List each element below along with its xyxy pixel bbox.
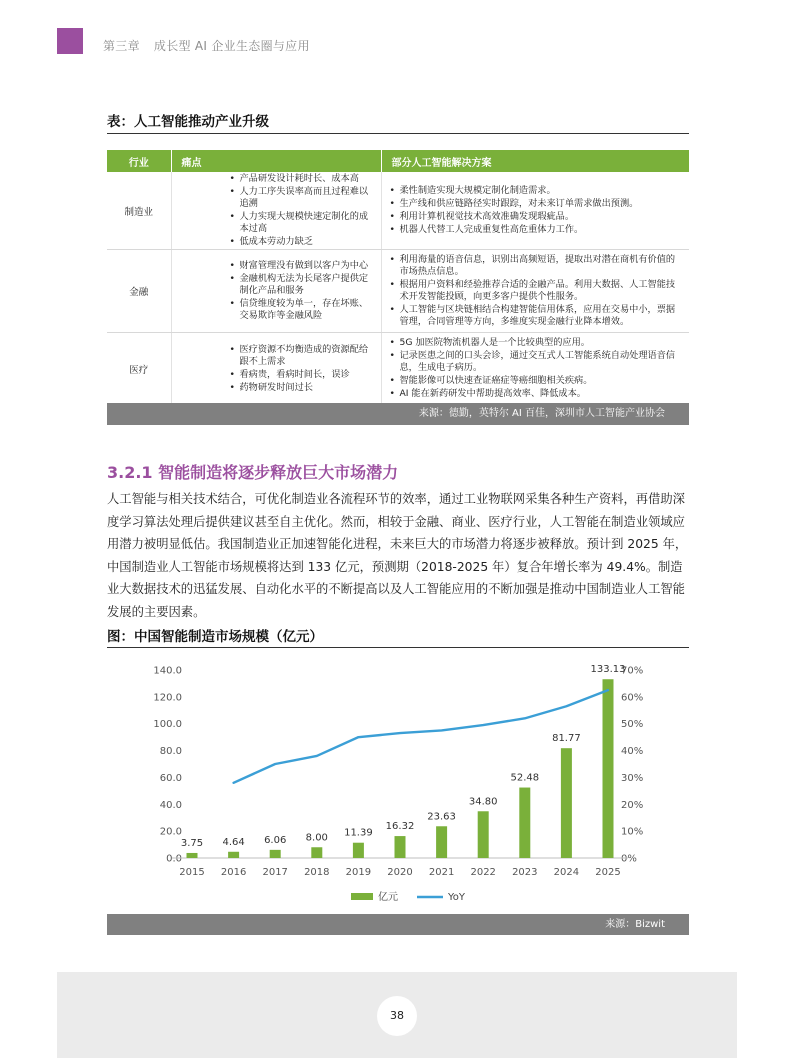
bar-2016 xyxy=(228,852,239,858)
y-left-tick-label: 120.0 xyxy=(153,692,182,704)
pain-item: • 产品研发设计耗时长、成本高 xyxy=(226,173,375,185)
y-right-tick-label: 50% xyxy=(621,719,644,731)
table-source: 来源：德勤，英特尔 AI 百佳，深圳市人工智能产业协会 xyxy=(107,403,689,425)
solution-cell xyxy=(381,250,689,333)
y-left-tick-label: 40.0 xyxy=(159,799,182,811)
bar-2017 xyxy=(270,850,281,858)
bar-data-label: 81.77 xyxy=(552,733,581,745)
solution-item: • 利用计算机视觉技术高效准确发现瑕疵品。 xyxy=(386,211,684,223)
solution-item: • 利用海量的语音信息，识别出高频短语，提取出对潜在商机有价值的市场热点信息。 xyxy=(386,254,684,278)
bar-data-label: 133.13 xyxy=(590,664,626,676)
table-title: 表：人工智能推动产业升级 xyxy=(107,114,269,130)
y-right-tick-label: 0% xyxy=(621,853,637,865)
page-number: 38 xyxy=(377,996,417,1036)
bar-data-label: 11.39 xyxy=(344,827,373,839)
pain-cell xyxy=(171,250,381,333)
y-left-tick-label: 20.0 xyxy=(159,826,182,838)
section-paragraph: 人工智能与相关技术结合，可优化制造业各流程环节的效率，通过工业物联网采集各种生产资料，再借助深度学习算法处理后提供建议甚至自主优化。然而，相较于金融、商业、医疗行业，人工智能在制造业领域应用潜力被明显低估。我国制造业正加速智能化进程，未来巨大的市场潜力将逐步被释放。预计到 2025 年，中国制造业人工智能市场规模将达到 133 亿元，预测期（2018-2025 年）复合年增长率为 49.4%。制造业大数据技术的迅猛发展、自动化水平的不断提高以及人工智能应用的不断加强是推动中国制造业人工智能发展的主要因素。 xyxy=(107,492,688,619)
bar-data-label: 23.63 xyxy=(427,811,456,823)
pain-item: • 人力工序失误率高而且过程难以追溯 xyxy=(226,186,375,210)
solution-item: • 生产线和供应链路径实时跟踪，对未来订单需求做出预测。 xyxy=(386,198,684,210)
header-industry: 行业 xyxy=(107,150,171,172)
y-right-tick-label: 30% xyxy=(621,772,644,784)
pain-item: • 财富管理没有做到以客户为中心 xyxy=(226,260,375,272)
x-tick-label: 2025 xyxy=(595,867,621,878)
y-left-tick-label: 140.0 xyxy=(153,665,182,677)
y-right-tick-label: 60% xyxy=(621,692,644,704)
bar-2018 xyxy=(311,847,322,858)
header-pain-points: 痛点 xyxy=(171,150,381,172)
table-row xyxy=(107,250,689,333)
figure-title-rule xyxy=(107,647,689,648)
bar-data-label: 4.64 xyxy=(222,836,245,848)
y-right-tick-label: 10% xyxy=(621,826,644,838)
industry-ai-table xyxy=(107,150,690,405)
table-header-row xyxy=(107,150,689,172)
solution-item: • 柔性制造实现大规模定制化制造需求。 xyxy=(386,185,684,197)
x-tick-label: 2016 xyxy=(220,867,247,878)
bar-data-label: 8.00 xyxy=(305,832,328,844)
legend-label-line: YoY xyxy=(448,892,466,903)
y-left-tick-label: 0.0 xyxy=(166,853,182,865)
solution-item: • 5G 加医院物流机器人是一个比较典型的应用。 xyxy=(386,337,684,349)
pain-item: • 看病贵，看病时间长，误诊 xyxy=(226,369,375,381)
x-tick-label: 2015 xyxy=(179,867,205,878)
solution-item: • 记录医患之间的口头会诊，通过交互式人工智能系统自动处理语音信息，生成电子病历。 xyxy=(386,350,684,374)
bar-data-label: 16.32 xyxy=(385,821,415,833)
bar-2021 xyxy=(436,826,447,858)
x-tick-label: 2018 xyxy=(304,867,330,878)
chapter-marker xyxy=(57,28,83,54)
header-solutions: 部分人工智能解决方案 xyxy=(381,150,689,172)
bar-2019 xyxy=(353,843,364,858)
bar-data-label: 52.48 xyxy=(510,772,540,784)
pain-item: • 信贷维度较为单一，存在坏账、交易欺诈等金融风险 xyxy=(226,298,375,322)
bar-data-label: 34.80 xyxy=(468,796,498,808)
bar-2024 xyxy=(561,748,572,858)
pain-item: • 金融机构无法为长尾客户提供定制化产品和服务 xyxy=(226,273,375,297)
bar-2022 xyxy=(478,811,489,858)
industry-cell: 制造业 xyxy=(107,172,171,250)
pain-cell xyxy=(171,333,381,405)
solution-cell xyxy=(381,172,689,250)
solution-item: • 智能影像可以快速查证癌症等癌细胞相关疾病。 xyxy=(386,375,684,387)
bar-2020 xyxy=(395,836,406,858)
pain-item: • 低成本劳动力缺乏 xyxy=(226,236,375,248)
chapter-header xyxy=(103,37,310,54)
solution-cell xyxy=(381,333,689,405)
x-tick-label: 2024 xyxy=(553,867,580,878)
figure-source: 来源：Bizwit xyxy=(107,914,689,935)
legend-swatch-bar xyxy=(351,893,373,900)
legend-label-bar: 亿元 xyxy=(378,892,398,903)
x-tick-label: 2020 xyxy=(387,867,413,878)
bar-2023 xyxy=(519,788,530,858)
bar-2015 xyxy=(187,853,198,858)
x-tick-label: 2022 xyxy=(470,867,496,878)
x-tick-label: 2021 xyxy=(428,867,455,878)
solution-item: • 根据用户资料和经验推荐合适的金融产品。利用大数据、人工智能技术开发智能投顾，向更多客户提供个性服务。 xyxy=(386,279,684,303)
y-left-tick-label: 100.0 xyxy=(153,719,182,731)
solution-item: • AI 能在新药研发中帮助提高效率、降低成本。 xyxy=(386,388,684,400)
section-heading: 3.2.1 智能制造将逐步释放巨大市场潜力 xyxy=(107,463,399,482)
y-right-tick-label: 40% xyxy=(621,746,644,758)
industry-cell: 金融 xyxy=(107,250,171,333)
y-left-tick-label: 80.0 xyxy=(159,746,182,758)
table-title-rule xyxy=(107,133,689,134)
bar-data-label: 3.75 xyxy=(180,837,204,849)
chapter-number: 第三章 xyxy=(103,39,140,53)
pain-item: • 医疗资源不均衡造成的资源配给跟不上需求 xyxy=(226,344,375,368)
solution-item: • 人工智能与区块链相结合构建智能信用体系，应用在交易中小，票据管理，合同管理等方向，多维度实现金融行业降本增效。 xyxy=(386,304,684,328)
table-row xyxy=(107,333,689,405)
bar-data-label: 6.06 xyxy=(264,834,287,846)
pain-cell xyxy=(171,172,381,250)
market-size-chart xyxy=(107,655,689,913)
x-tick-label: 2019 xyxy=(345,867,372,878)
figure-title: 图：中国智能制造市场规模（亿元） xyxy=(107,629,323,645)
pain-item: • 人力实现大规模快速定制化的成本过高 xyxy=(226,211,375,235)
y-right-tick-label: 70% xyxy=(621,665,644,677)
x-tick-label: 2017 xyxy=(262,867,288,878)
y-right-tick-label: 20% xyxy=(621,799,644,811)
y-left-tick-label: 60.0 xyxy=(159,772,182,784)
table-row xyxy=(107,172,689,250)
chapter-title: 成长型 AI 企业生态圈与应用 xyxy=(153,39,310,53)
solution-item: • 机器人代替工人完成重复性高危重体力工作。 xyxy=(386,224,684,236)
pain-item: • 药物研发时间过长 xyxy=(226,382,375,394)
x-tick-label: 2023 xyxy=(512,867,538,878)
industry-cell: 医疗 xyxy=(107,333,171,405)
bar-2025 xyxy=(603,679,614,858)
